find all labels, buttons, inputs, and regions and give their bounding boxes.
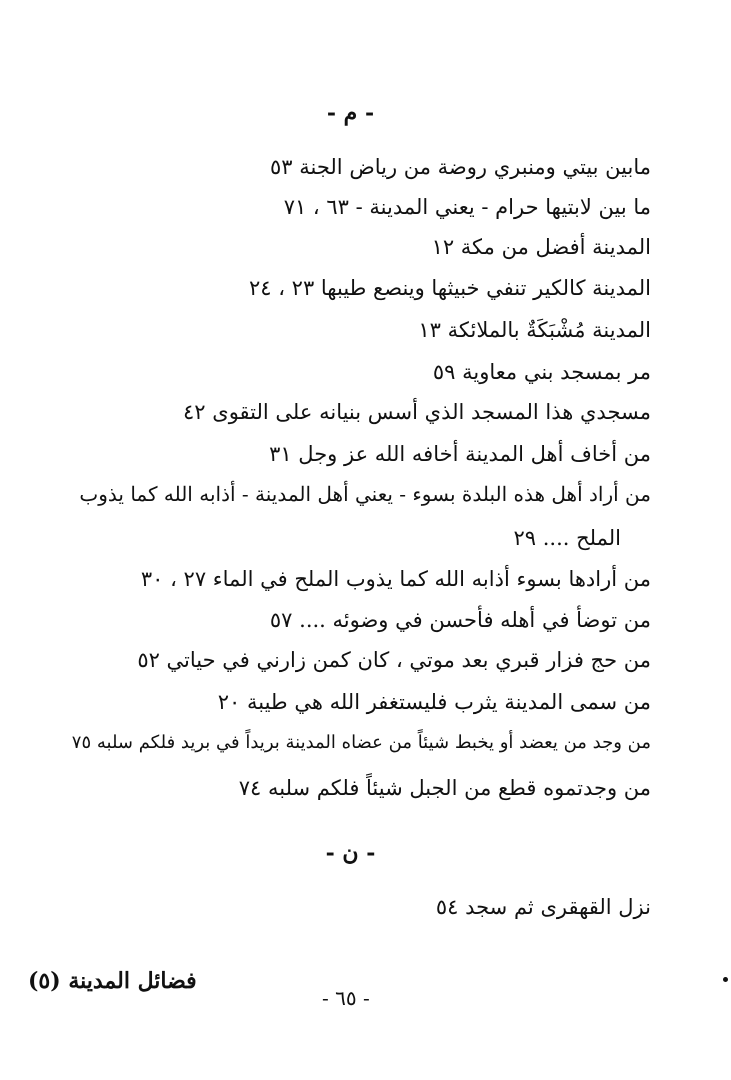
- footer-book-title: فضائل المدينة (٥): [28, 968, 197, 994]
- index-entry: من سمى المدينة يثرب فليستغفر الله هي طيبة ٢٠: [217, 690, 651, 714]
- section-heading-mim: - م -: [326, 100, 375, 126]
- section-heading-nun: - ن -: [325, 840, 376, 866]
- index-entry: من أراد أهل هذه البلدة بسوء - يعني أهل المدينة - أذابه الله كما يذوب: [79, 482, 651, 506]
- index-entry: من حج فزار قبري بعد موتي ، كان كمن زارني في حياتي ٥٢: [137, 648, 651, 672]
- index-entry: مسجدي هذا المسجد الذي أسس بنيانه على التقوى ٤٢: [183, 400, 651, 424]
- page-mark: [723, 977, 728, 982]
- index-entry: مر بمسجد بني معاوية ٥٩: [432, 360, 651, 384]
- index-entry: ما بين لابتيها حرام - يعني المدينة - ٦٣ ، ٧١: [283, 195, 651, 219]
- index-entry-continuation: الملح .... ٢٩: [513, 526, 621, 550]
- index-entry: مابين بيتي ومنبري روضة من رياض الجنة ٥٣: [270, 155, 651, 179]
- index-entry: المدينة مُشْبَكَةٌ بالملائكة ١٣: [418, 318, 651, 342]
- index-entry: نزل القهقرى ثم سجد ٥٤: [435, 895, 651, 919]
- index-entry: من وجدتموه قطع من الجبل شيئاً فلكم سلبه ٧٤: [238, 776, 651, 800]
- index-entry: المدينة كالكير تنفي خبيثها وينصع طيبها ٢٣ ، ٢٤: [248, 276, 651, 300]
- index-entry: من وجد من يعضد أو يخبط شيئاً من عضاه المدينة بريداً في بريد فلكم سلبه ٧٥: [71, 732, 651, 753]
- index-entry: من توضأ في أهله فأحسن في وضوئه .... ٥٧: [269, 608, 651, 632]
- index-entry: من أخاف أهل المدينة أخافه الله عز وجل ٣١: [269, 442, 651, 466]
- index-entry: المدينة أفضل من مكة ١٢: [431, 235, 651, 259]
- index-entry: من أرادها بسوء أذابه الله كما يذوب الملح في الماء ٢٧ ، ٣٠: [140, 567, 651, 591]
- page-number: - ٦٥ -: [322, 986, 370, 1010]
